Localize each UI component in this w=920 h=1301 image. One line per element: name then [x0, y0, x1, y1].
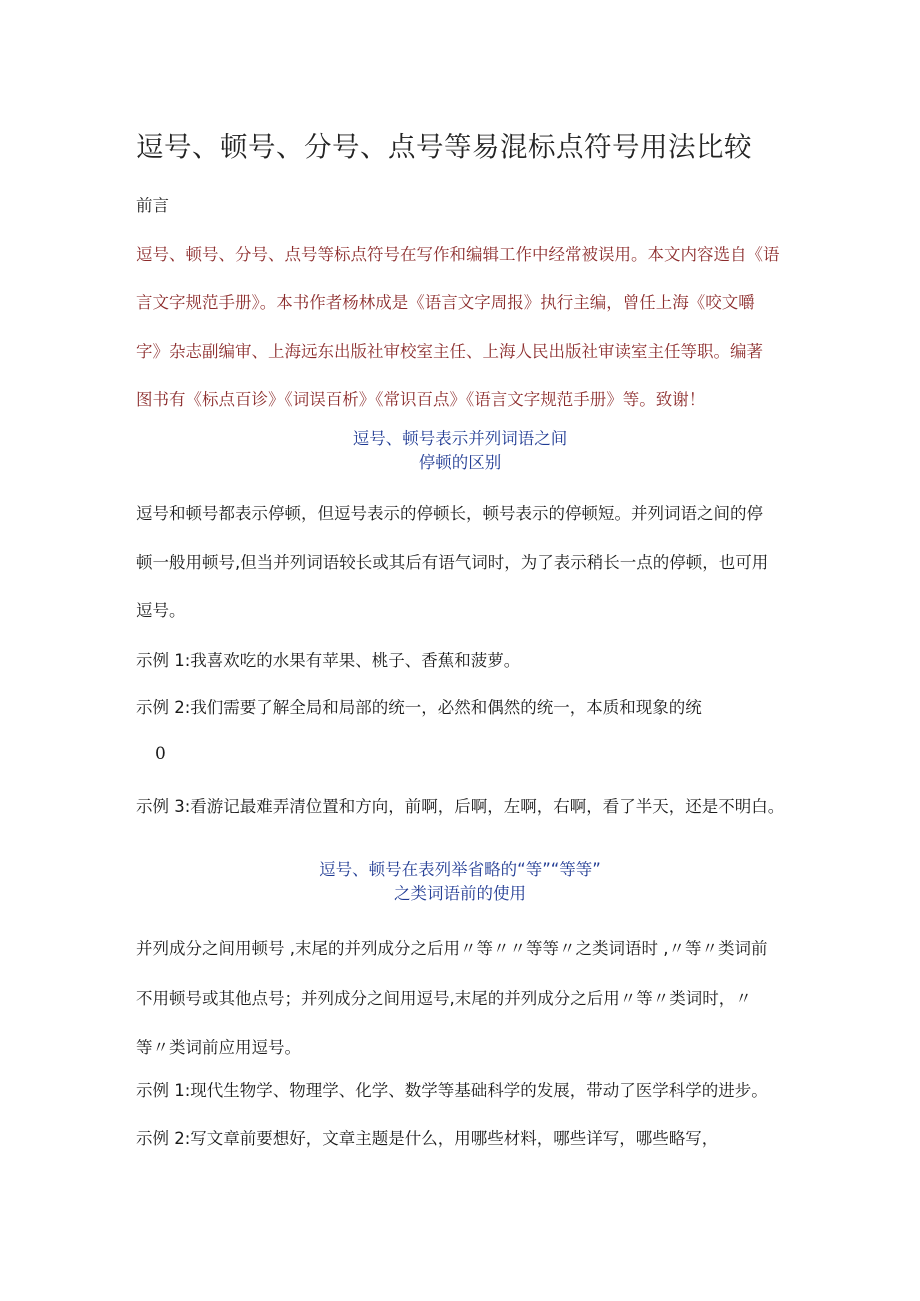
section-heading-line: 逗号、顿号在表列举省略的“等”“等等”	[319, 860, 601, 879]
body-line: 顿一般用顿号,但当并列词语较长或其后有语气词时，为了表示稍长一点的停顿，也可用	[136, 553, 769, 572]
body-line: 逗号。	[136, 601, 186, 620]
section-heading-line: 停顿的区别	[418, 453, 502, 472]
example-line: 示例 2:我们需要了解全局和局部的统一，必然和偶然的统一，本质和现象的统	[136, 698, 702, 717]
preface-line: 言文字规范手册》。本书作者杨林成是《语言文字周报》执行主编，曾任上海《咬文嚼	[136, 293, 755, 312]
section-heading-line: 之类词语前的使用	[394, 884, 526, 903]
body-line: 不用顿号或其他点号；并列成分之间用逗号,末尾的并列成分之后用〃等〃类词时，〃	[136, 989, 752, 1008]
preface-line: 逗号、顿号、分号、点号等标点符号在写作和编辑工作中经常被误用。本文内容选自《语	[136, 245, 780, 264]
example-line: 示例 2:写文章前要想好，文章主题是什么，用哪些材料，哪些详写，哪些略写，	[136, 1129, 719, 1148]
body-line: 逗号和顿号都表示停顿，但逗号表示的停顿长，顿号表示的停顿短。并列词语之间的停	[136, 504, 763, 523]
preface-line: 字》杂志副编审、上海远东出版社审校室主任、上海人民出版社审读室主任等职。编著	[136, 342, 763, 361]
example-line: 示例 1:我喜欢吃的水果有苹果、桃子、香蕉和菠萝。	[136, 651, 521, 670]
example-line: 示例 3:看游记最难弄清位置和方向，前啊，后啊，左啊，右啊，看了半天，还是不明白。	[136, 797, 785, 816]
section-heading-line: 逗号、顿号表示并列词语之间	[352, 429, 568, 448]
preface-line: 图书有《标点百诊》《词误百析》《常识百点》《语言文字规范手册》等。致谢！	[136, 390, 706, 409]
preface-label: 前言	[136, 196, 169, 215]
document-title: 逗号、顿号、分号、点号等易混标点符号用法比较	[136, 131, 752, 163]
body-line: 等〃类词前应用逗号。	[136, 1038, 301, 1057]
example-line: 示例 1:现代生物学、物理学、化学、数学等基础科学的发展，带动了医学科学的进步。	[136, 1081, 768, 1100]
example-line-continuation: 0	[155, 744, 166, 764]
body-line: 并列成分之间用顿号 ,末尾的并列成分之后用〃等〃〃等等〃之类词语时 ,〃等〃类词前	[136, 939, 768, 958]
